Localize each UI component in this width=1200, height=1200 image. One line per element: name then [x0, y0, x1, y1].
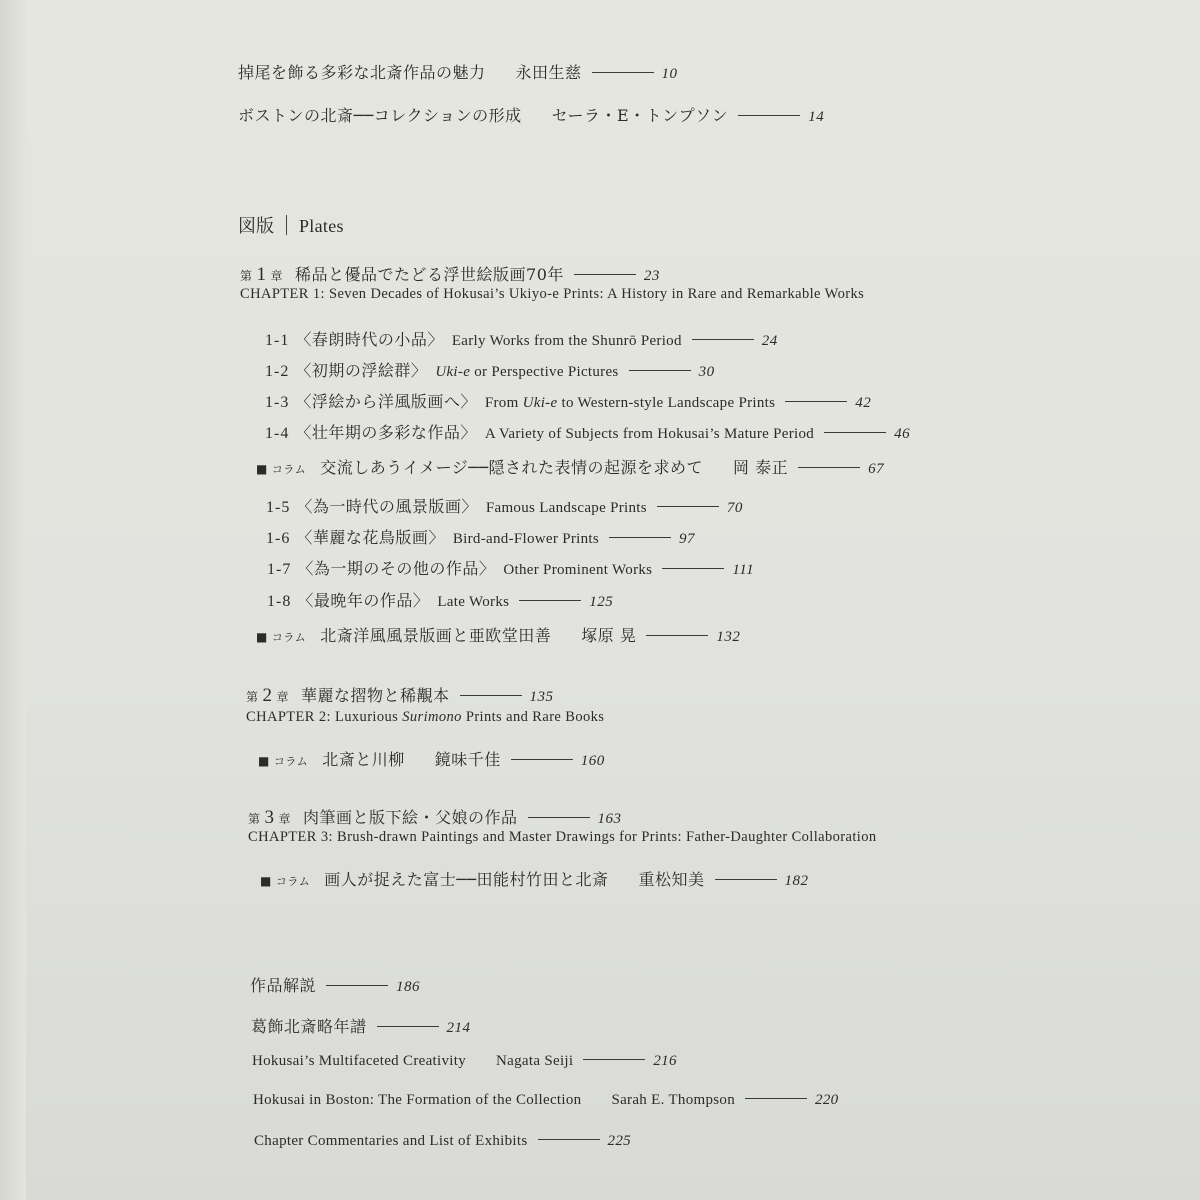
toc-column-4 — [260, 867, 809, 890]
entry-title: Hokusai in Boston: The Formation of the Collection — [253, 1092, 582, 1108]
section-en: to Western-style Landscape Prints — [557, 395, 776, 411]
column-author: 鏡味千佳 — [434, 750, 501, 769]
column-label: コラム — [275, 875, 311, 888]
toc-backmatter-en-2 — [253, 1092, 838, 1109]
section-jp: 〈浮絵から洋風版画へ〉 — [295, 392, 477, 411]
page-number: 97 — [679, 531, 696, 547]
chapter-label-pre: 第 — [246, 690, 259, 704]
square-bullet-icon: ■ — [260, 874, 272, 888]
toc-backmatter-en-1 — [252, 1053, 677, 1070]
toc-section-1-3 — [265, 389, 871, 412]
column-title: 画人が捉えた富士──田能村竹田と北斎 — [324, 870, 609, 889]
leader-line — [377, 1026, 439, 1027]
chapter-number: 2 — [262, 685, 273, 706]
toc-backmatter-jp-1 — [250, 973, 420, 996]
entry-title: Hokusai’s Multifaceted Creativity — [252, 1053, 467, 1069]
chapter-3-english-title — [248, 829, 877, 846]
section-jp: 〈為一時代の風景版画〉 — [296, 497, 478, 516]
plates-heading-jp: 図版 — [238, 216, 274, 237]
chapter-label-post: 章 — [278, 812, 292, 826]
entry-title: Chapter Commentaries and List of Exhibits — [254, 1133, 528, 1149]
square-bullet-icon: ■ — [256, 630, 268, 644]
section-jp: 〈最晩年の作品〉 — [297, 591, 430, 610]
chapter-number: 1 — [256, 264, 267, 285]
section-code: 1-5 — [266, 499, 291, 516]
chapter-1-heading — [240, 262, 660, 286]
page-number: 46 — [894, 426, 911, 442]
entry-author: Nagata Seiji — [496, 1053, 574, 1069]
chapter-title: 華麗な摺物と稀覯本 — [301, 686, 450, 705]
section-en: Early Works from the Shunrō Period — [451, 333, 682, 349]
plates-heading — [238, 212, 344, 238]
toc-entry-essay-2 — [238, 103, 824, 126]
leader-line — [657, 506, 719, 507]
page-number: 182 — [784, 873, 809, 889]
section-en: Famous Landscape Prints — [485, 500, 647, 516]
leader-line — [692, 339, 754, 340]
column-title: 交流しあうイメージ──隠された表情の起源を求めて — [320, 458, 704, 477]
section-code: 1-4 — [265, 425, 290, 442]
section-jp: 〈華麗な花鳥版画〉 — [296, 528, 445, 547]
section-jp: 〈初期の浮絵群〉 — [295, 361, 428, 380]
section-code: 1-6 — [266, 530, 291, 547]
leader-line — [738, 115, 800, 116]
entry-title: 作品解説 — [250, 976, 317, 995]
heading-separator — [286, 215, 287, 235]
page-number: 24 — [761, 333, 778, 349]
chapter-title: 肉筆画と版下絵・父娘の作品 — [303, 808, 518, 827]
leader-line — [798, 467, 860, 468]
section-jp: 〈為一期のその他の作品〉 — [297, 559, 496, 578]
toc-section-1-2 — [265, 358, 715, 381]
toc-column-2 — [256, 623, 740, 646]
chapter-title: 稀品と優品でたどる浮世絵版画70年 — [295, 265, 564, 284]
section-en-pre: From — [484, 395, 523, 411]
chapter-label-post: 章 — [276, 690, 290, 704]
entry-author: 永田生慈 — [515, 63, 582, 82]
leader-line — [646, 635, 708, 636]
leader-line — [745, 1098, 807, 1099]
leader-line — [583, 1059, 645, 1060]
page-number: 42 — [855, 395, 872, 411]
page-number: 132 — [716, 629, 741, 645]
page-number: 135 — [529, 689, 554, 705]
entry-title: ボストンの北斎──コレクションの形成 — [238, 106, 522, 125]
page-number: 225 — [607, 1133, 631, 1149]
section-en: A Variety of Subjects from Hokusai’s Mature Period — [484, 426, 815, 442]
section-jp: 〈春朗時代の小品〉 — [295, 330, 444, 349]
leader-line — [511, 759, 573, 760]
chapter-label-pre: 第 — [248, 812, 261, 826]
toc-section-1-4 — [265, 420, 910, 443]
toc-backmatter-jp-2 — [251, 1014, 471, 1037]
entry-title: 葛飾北斎略年譜 — [251, 1017, 367, 1036]
entry-author: Sarah E. Thompson — [611, 1092, 736, 1108]
page-number: 125 — [589, 594, 614, 610]
chapter-label-post: 章 — [270, 269, 284, 283]
section-en: Other Prominent Works — [503, 562, 653, 578]
leader-line — [528, 817, 590, 818]
leader-line — [609, 537, 671, 538]
leader-line — [592, 72, 654, 73]
leader-line — [715, 879, 777, 880]
toc-column-1 — [256, 455, 884, 478]
page-number: 160 — [580, 753, 605, 769]
leader-line — [519, 600, 581, 601]
chapter-label-pre: 第 — [240, 269, 253, 283]
toc-section-1-1 — [265, 327, 778, 350]
column-label: コラム — [271, 631, 307, 644]
page-number: 216 — [653, 1053, 677, 1069]
square-bullet-icon: ■ — [256, 462, 268, 476]
leader-line — [326, 985, 388, 986]
chapter-en-italic: Surimono — [402, 709, 462, 725]
section-en: Late Works — [437, 594, 510, 610]
leader-line — [662, 568, 724, 569]
leader-line — [629, 370, 691, 371]
column-author: 重松知美 — [638, 870, 705, 889]
toc-section-1-6 — [266, 525, 695, 548]
entry-title: 掉尾を飾る多彩な北斎作品の魅力 — [238, 63, 486, 82]
chapter-en-text: Prints and Rare Books — [461, 709, 605, 725]
chapter-en-pre: CHAPTER 2: Luxurious — [246, 709, 403, 725]
chapter-2-heading — [246, 683, 554, 707]
section-en: or Perspective Pictures — [470, 364, 619, 380]
page-edge — [0, 0, 26, 1200]
page-number: 23 — [643, 268, 660, 284]
page-number: 67 — [868, 461, 885, 477]
column-author: 岡 泰正 — [733, 458, 789, 477]
leader-line — [785, 401, 847, 402]
section-code: 1-3 — [265, 394, 290, 411]
chapter-en-text: CHAPTER 1: Seven Decades of Hokusai’s Ukiyo-e Prints: A History in Rare and Remarkable Works — [240, 286, 865, 302]
column-title: 北斎洋風風景版画と亜欧堂田善 — [320, 626, 552, 645]
page-number: 214 — [446, 1020, 471, 1036]
column-title: 北斎と川柳 — [322, 750, 405, 769]
section-code: 1-8 — [267, 593, 292, 610]
section-jp: 〈壮年期の多彩な作品〉 — [295, 423, 477, 442]
chapter-2-english-title — [246, 709, 604, 726]
leader-line — [824, 432, 886, 433]
leader-line — [460, 695, 522, 696]
column-author: 塚原 晃 — [581, 626, 637, 645]
square-bullet-icon: ■ — [258, 754, 270, 768]
column-label: コラム — [271, 463, 307, 476]
page-number: 10 — [661, 66, 678, 82]
toc-entry-essay-1 — [238, 60, 678, 83]
toc-section-1-8 — [267, 588, 613, 611]
section-en-italic: Uki-e — [522, 395, 558, 411]
section-en-italic: Uki-e — [435, 364, 471, 380]
page-number: 70 — [726, 500, 743, 516]
entry-author: セーラ・E・トンプソン — [551, 106, 729, 125]
page-number: 30 — [698, 364, 715, 380]
leader-line — [574, 274, 636, 275]
chapter-1-english-title — [240, 286, 864, 303]
page-number: 163 — [597, 811, 622, 827]
column-label: コラム — [273, 755, 309, 768]
toc-column-3 — [258, 747, 605, 770]
page-number: 186 — [396, 979, 421, 995]
page-number: 111 — [732, 562, 755, 578]
page-number: 220 — [815, 1092, 839, 1108]
plates-heading-en: Plates — [299, 216, 344, 236]
section-code: 1-2 — [265, 363, 290, 380]
chapter-3-heading — [248, 805, 622, 829]
chapter-number: 3 — [264, 807, 275, 828]
section-code: 1-1 — [265, 332, 290, 349]
page-number: 14 — [808, 109, 825, 125]
section-code: 1-7 — [267, 561, 292, 578]
chapter-en-text: CHAPTER 3: Brush-drawn Paintings and Master Drawings for Prints: Father-Daughter Collaboration — [248, 829, 877, 845]
leader-line — [538, 1139, 600, 1140]
toc-backmatter-en-3 — [254, 1133, 631, 1150]
toc-section-1-7 — [267, 556, 754, 579]
toc-section-1-5 — [266, 494, 743, 517]
section-en: Bird-and-Flower Prints — [452, 531, 600, 547]
